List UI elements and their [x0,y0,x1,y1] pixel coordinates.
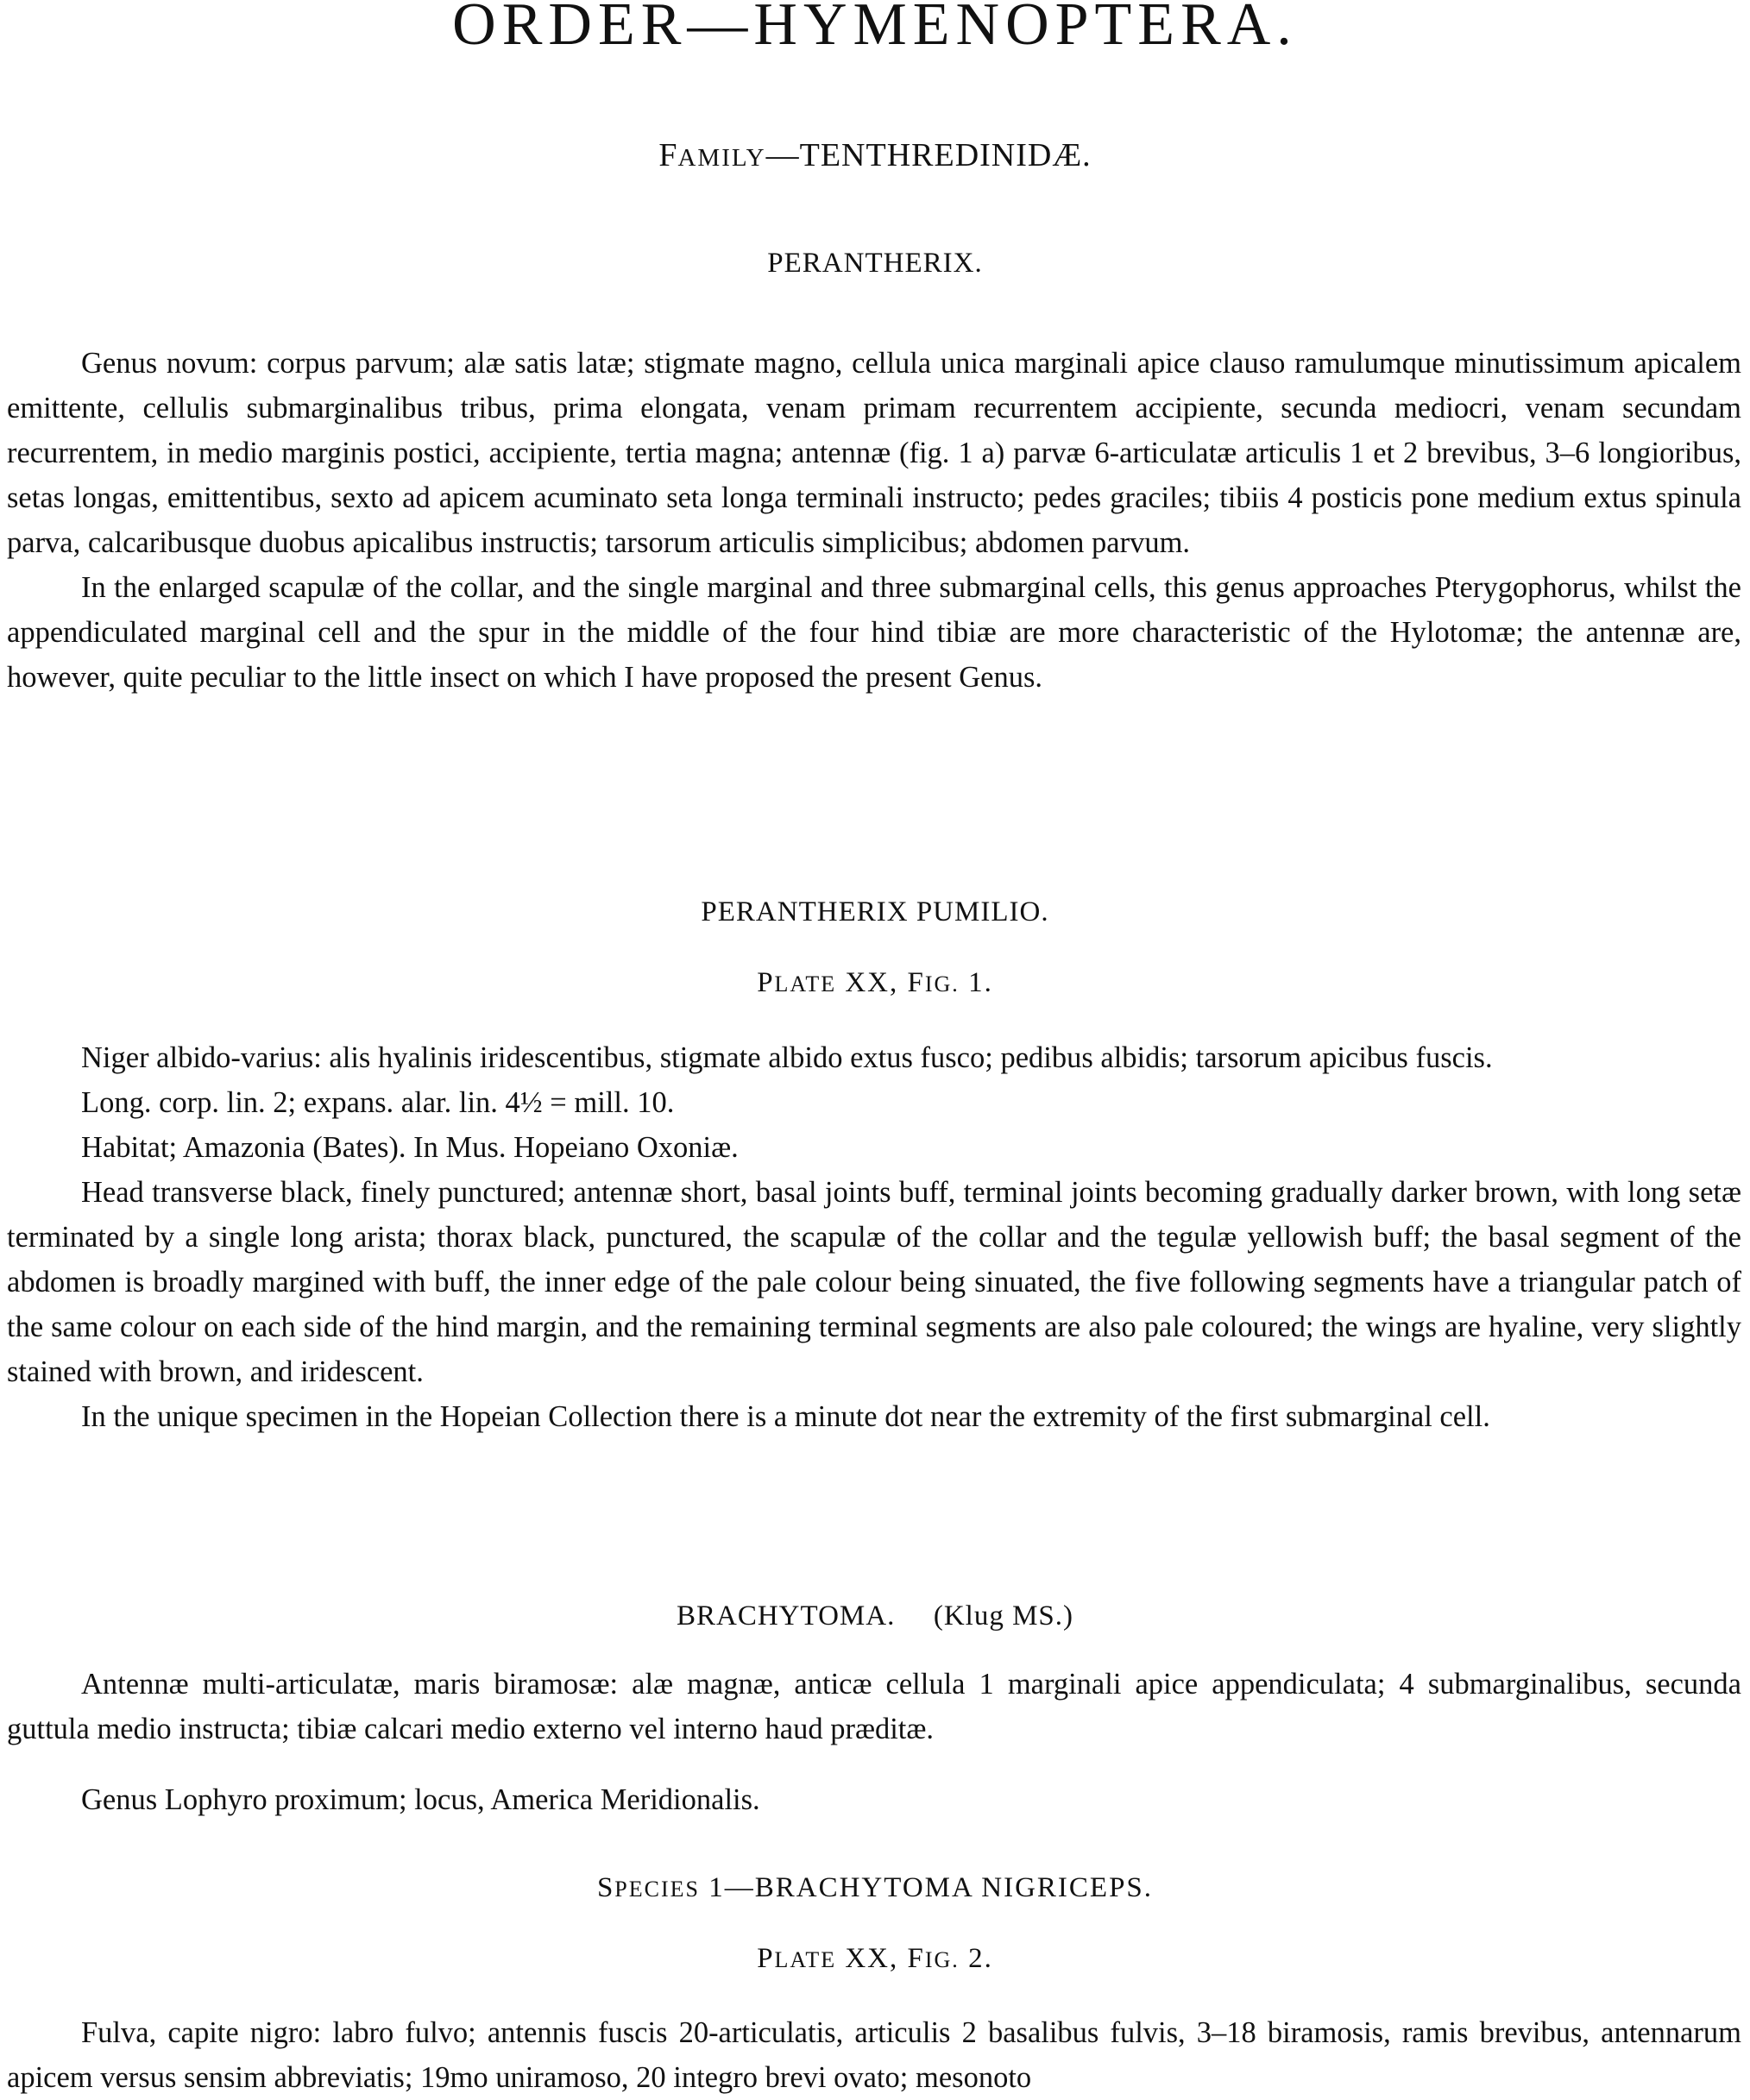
plate-rest: LATE [774,1947,837,1972]
species-heading-brachytoma-nigriceps [0,1871,1750,1907]
genus-heading-perantherix: PERANTHERIX. [767,248,983,279]
fig-rest: IG. [924,1947,960,1972]
species-brachytoma-nigriceps-text [7,2010,1741,2100]
plate-initial: P [757,967,775,998]
species-initial: S [596,1872,615,1903]
genus-brachytoma-attribution: (Klug MS.) [933,1600,1074,1632]
species-heading-perantherix-pumilio: PERANTHERIX PUMILIO. [701,896,1049,927]
plate-number: XX, [845,1943,899,1974]
plate-initial: P [757,1943,775,1974]
family-heading [0,136,1750,177]
genus-perantherix-description [7,341,1741,700]
species-name: 1—BRACHYTOMA NIGRICEPS. [708,1872,1154,1903]
genus-heading-brachytoma [0,1599,1750,1633]
genus-brachytoma-note-block [7,1777,1741,1822]
plate-reference-2 [0,1941,1750,1977]
plate-rest: LATE [774,971,837,997]
species-rest: PECIES [614,1877,700,1902]
species-diagnosis: Niger albido-varius: alis hyalinis iridescentibus, stigmate albido extus fusco; pedibus albidis; tarsorum apicibus fuscis. [81,1041,1493,1074]
order-title: ORDER—HYMENOPTERA. [452,0,1298,58]
english-genus-note: In the enlarged scapulæ of the collar, and the single marginal and three submarginal cells, this genus approaches Pterygophorus, whilst the appendiculated marginal cell and the spur in the middle of the four hind tibiæ are more characteristic of the Hylotomæ; the antennæ are, however, quite peculiar to the little insect on which I have proposed the present Genus. [7,571,1741,694]
fig-initial: F [907,967,925,998]
brachytoma-genus-note: Genus Lophyro proximum; locus, America Meridionalis. [81,1783,760,1816]
genus-brachytoma-description [7,1662,1741,1751]
genus-brachytoma-name: BRACHYTOMA. [676,1600,896,1632]
family-name: —TENTHREDINIDÆ. [765,137,1092,173]
family-prefix-initial: F [658,137,678,173]
latin-genus-description: Genus novum: corpus parvum; alæ satis latæ; stigmate magno, cellula unica marginali apice clauso ramulumque minutissimum apicalem emittente, cellulis submarginalibus tribus, prima elongata, venam primam recurrentem accipiente, secunda mediocri, venam secundam recurrentem, in medio marginis postici, accipiente, tertia magna; antennæ (fig. 1 a) parvæ 6-articulatæ articulis 1 et 2 brevibus, 3–6 longioribus, setas longas, emittentibus, sexto ad apicem acuminato seta longa terminali instructo; pedes graciles; tibiis 4 posticis pone medium extus spinula parva, calcaribusque duobus apicalibus instructis; tarsorum articulis simplicibus; abdomen parvum. [7,347,1741,559]
fig-number: 2. [968,1943,993,1974]
specimen-note: In the unique specimen in the Hopeian Collection there is a minute dot near the extremity of the first submarginal cell. [81,1400,1490,1433]
plate-reference-1 [0,965,1750,1002]
fig-number: 1. [968,967,993,998]
fig-initial: F [907,1943,925,1974]
species-perantherix-pumilio-text [7,1035,1741,1439]
species-habitat: Habitat; Amazonia (Bates). In Mus. Hopeiano Oxoniæ. [81,1131,739,1164]
brachytoma-latin-description: Antennæ multi-articulatæ, maris biramosæ: alæ magnæ, anticæ cellula 1 marginali apice appendiculata; 4 submarginalibus, secunda guttula medio instructa; tibiæ calcari medio externo vel interno haud præditæ. [7,1668,1741,1745]
fig-rest: IG. [924,971,960,997]
species-description: Head transverse black, finely punctured; antennæ short, basal joints buff, terminal joints becoming gradually darker brown, with long setæ terminated by a single long arista; thorax black, punctured, the scapulæ of the collar and the tegulæ yellowish buff; the basal segment of the abdomen is broadly margined with buff, the inner edge of the pale colour being sinuated, the five following segments have a triangular patch of the same colour on each side of the hind margin, and the remaining terminal segments are also pale coloured; the wings are hyaline, very slightly stained with brown, and iridescent. [7,1176,1741,1388]
family-prefix-rest: AMILY [677,144,766,172]
plate-number: XX, [845,967,899,998]
brachytoma-species-diagnosis: Fulva, capite nigro: labro fulvo; antennis fuscis 20-articulatis, articulis 2 basalibus fulvis, 3–18 biramosis, ramis brevibus, antennarum apicem versus sensim abbreviatis; 19mo uniramoso, 20 integro brevi ovato; mesonoto [7,2016,1741,2094]
species-measurements: Long. corp. lin. 2; expans. alar. lin. 4½ = mill. 10. [81,1086,675,1119]
